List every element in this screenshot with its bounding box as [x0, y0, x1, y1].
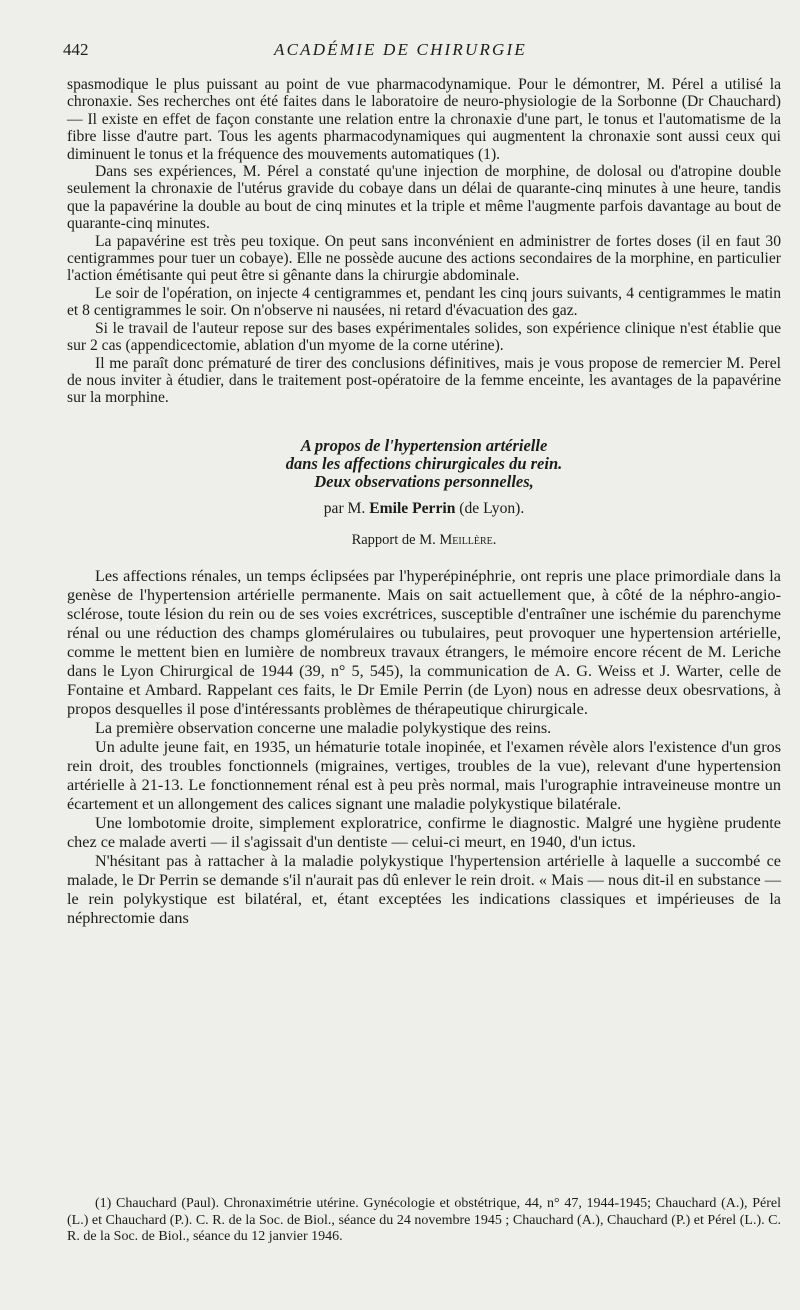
paragraph: Si le travail de l'auteur repose sur des bases expérimentales solides, son expérience clinique n'est établie que sur 2 cas (appendicectomie, ablation d'un myome de la corne utérine).	[67, 319, 781, 355]
rapport-prefix: Rapport de M.	[351, 531, 436, 548]
paragraph: Les affections rénales, un temps éclipsées par l'hyperépinéphrie, ont repris une place primordiale dans la genèse de l'hypertension artérielle permanente. Mais on sait actuellement que, à côté de la néphro-angio-sclérose, toute lésion du rein ou de ses voies excrétrices, susceptible d'entraîner une ischémie du parenchyme rénal ou une réduction des champs glomérulaires ou tubulaires, peut provoquer une hypertension artérielle, comme le mettent bien en lumière de nombreux travaux étrangers, le mémoire encore récent de M. Leriche dans le Lyon Chirurgical de 1944 (39, n° 5, 545), la communication de A. G. Weiss et J. Warter, celle de Fontaine et Ambard. Rappelant ces faits, le Dr Emile Perrin (de Lyon) nous en adresse deux obesrvations, à propos desquelles il pose d'intéressants problèmes de thérapeutique chirurgicale.	[67, 566, 781, 718]
footnote	[67, 1196, 781, 1246]
running-title: ACADÉMIE DE CHIRURGIE	[274, 40, 527, 59]
article-body	[67, 567, 781, 928]
footnote-text: (1) Chauchard (Paul). Chronaximétrie utérine. Gynécologie et obstétrique, 44, n° 47, 1944-1945; Chauchard (A.), Pérel (L.) et Chauchard (P.). C. R. de la Soc. de Biol., séance du 24 novembre 1945 ; Chauchard (A.), Chauchard (P.) et Pérel (L.). C. R. de la Soc. de Biol., séance du 12 janvier 1946.	[67, 1196, 781, 1245]
paragraph: Une lombotomie droite, simplement exploratrice, confirme le diagnostic. Malgré une hygiène prudente chez ce malade averti — il s'agissait d'un dentiste — celui-ci meurt, en 1940, d'un ictus.	[67, 813, 781, 851]
author-prefix: par M.	[323, 499, 366, 517]
article-title-line: Deux observations personnelles,	[314, 471, 534, 491]
paragraph: N'hésitant pas à rattacher à la maladie polykystique l'hypertension artérielle à laquelle a succombé ce malade, le Dr Perrin se demande s'il n'aurait pas dû enlever le rein droit. « Mais — nous dit-il en substance — le rein polykystique est bilatéral, et, étant exceptées les indications classiques et impérieuses de la néphrectomie dans	[67, 851, 781, 927]
paragraph: La papavérine est très peu toxique. On peut sans inconvénient en administrer de fortes doses (il en faut 30 centigrammes pour tuer un cobaye). Elle ne possède aucune des actions secondaires de la morphine, en particulier l'action émétisante qui peut être si gênante dans la chirurgie abdominale.	[67, 232, 781, 285]
report-conclusion-section	[67, 76, 781, 407]
page-header	[63, 40, 738, 60]
rapport-line	[67, 532, 781, 549]
paragraph: La première observation concerne une maladie polykystique des reins.	[95, 718, 552, 737]
paragraph: Il me paraît donc prématuré de tirer des conclusions définitives, mais je vous propose de remercier M. Perel de nous inviter à étudier, dans le traitement post-opératoire de la femme enceinte, les avantages de la papavérine sur la morphine.	[67, 354, 781, 407]
paragraph: spasmodique le plus puissant au point de vue pharmacodynamique. Pour le démontrer, M. Pérel a utilisé la chronaxie. Ses recherches ont été faites dans le laboratoire de neuro-physiologie de la Sorbonne (Dr Chauchard) — Il existe en effet de façon constante une relation entre la chronaxie d'une part, le tonus et l'automatisme de la fibre lisse d'autre part. Tous les agents pharmacodynamiques qui augmentent la chronaxie sont aussi ceux qui diminuent le tonus et la fréquence des mouvements automatiques (1).	[67, 76, 781, 163]
page-body	[67, 76, 781, 928]
paragraph: Un adulte jeune fait, en 1935, un hématurie totale inopinée, et l'examen révèle alors l'existence d'un gros rein droit, des troubles fonctionnels (migraines, vertiges, troubles de la vue), relevant d'une hypertension artérielle à 21-13. Le fonctionnement rénal est à peu près normal, mais l'urographie intraveineuse montre un écartement et un allongement des calices signant une maladie polykystique bilatérale.	[67, 737, 781, 813]
paragraph: Dans ses expériences, M. Pérel a constaté qu'une injection de morphine, de dolosal ou d'atropine double seulement la chronaxie de l'utérus gravide du cobaye dans un délai de quarante-cinq minutes à une heure, tandis que la papavérine la double au bout de cinq minutes et la triple et même l'augmente parfois davantage au bout de quarante-cinq minutes.	[67, 163, 781, 233]
page-number: 442	[63, 40, 89, 59]
paragraph: Le soir de l'opération, on injecte 4 centigrammes et, pendant les cinq jours suivants, 4 centigrammes le matin et 8 centigrammes le soir. On n'observe ni nausées, ni retard d'évacuation des gaz.	[67, 284, 781, 320]
author-affiliation: (de Lyon).	[459, 499, 525, 517]
article-title-line: A propos de l'hypertension artérielle	[300, 435, 548, 455]
article-title-line: dans les affections chirurgicales du rein.	[285, 453, 563, 473]
author-line	[67, 500, 781, 518]
author-name: Emile Perrin	[369, 499, 456, 517]
rapporteur-name: Meillère.	[439, 531, 497, 548]
article-heading	[67, 437, 781, 549]
